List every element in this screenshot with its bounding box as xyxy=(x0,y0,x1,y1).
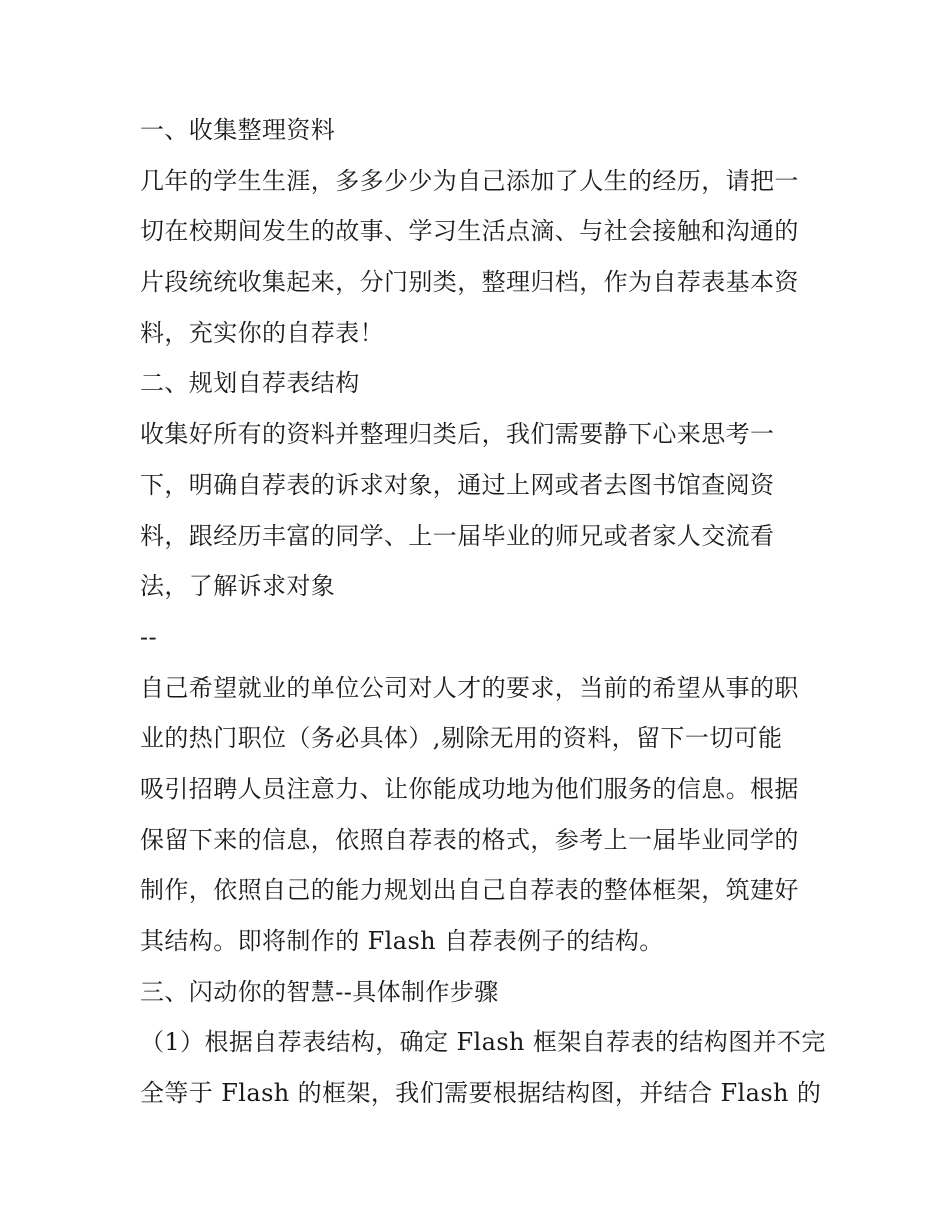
paragraph-line: 收集好所有的资料并整理归类后，我们需要静下心来思考一 xyxy=(140,420,775,449)
section-heading-2: 二、规划自荐表结构 xyxy=(140,369,360,398)
paragraph-line: 制作，依照自己的能力规划出自己自荐表的整体框架，筑建好 xyxy=(140,876,799,905)
paragraph-line: 全等于 Flash 的框架，我们需要根据结构图，并结合 Flash 的 xyxy=(140,1079,822,1108)
paragraph-line: 法，了解诉求对象 xyxy=(140,572,336,601)
paragraph-line: 业的热门职位（务必具体）,剔除无用的资料，留下一切可能 xyxy=(140,724,783,753)
paragraph-line: 料，跟经历丰富的同学、上一届毕业的师兄或者家人交流看 xyxy=(140,521,775,550)
paragraph-line: 吸引招聘人员注意力、让你能成功地为他们服务的信息。根据 xyxy=(140,774,799,803)
section-heading-1: 一、收集整理资料 xyxy=(140,116,336,144)
paragraph-line: 料，充实你的自荐表！ xyxy=(140,318,384,347)
document-body xyxy=(140,105,826,1119)
paragraph-line: 切在校期间发生的故事、学习生活点滴、与社会接触和沟通的 xyxy=(140,217,799,246)
paragraph-line: 保留下来的信息，依照自荐表的格式，参考上一届毕业同学的 xyxy=(140,825,799,854)
section-heading-3: 三、闪动你的智慧--具体制作步骤 xyxy=(140,977,499,1006)
paragraph-line: 下，明确自荐表的诉求对象，通过上网或者去图书馆查阅资 xyxy=(140,470,775,499)
paragraph-line: 片段统统收集起来，分门别类，整理归档，作为自荐表基本资 xyxy=(140,268,799,297)
paragraph-line: （1）根据自荐表结构，确定 Flash 框架自荐表的结构图并不完 xyxy=(140,1028,826,1057)
separator-line: -- xyxy=(140,622,158,651)
paragraph-line: 自己希望就业的单位公司对人才的要求，当前的希望从事的职 xyxy=(140,673,799,702)
paragraph-line: 几年的学生生涯，多多少少为自己添加了人生的经历，请把一 xyxy=(140,166,799,195)
paragraph-line: 其结构。即将制作的 Flash 自荐表例子的结构。 xyxy=(140,927,664,955)
